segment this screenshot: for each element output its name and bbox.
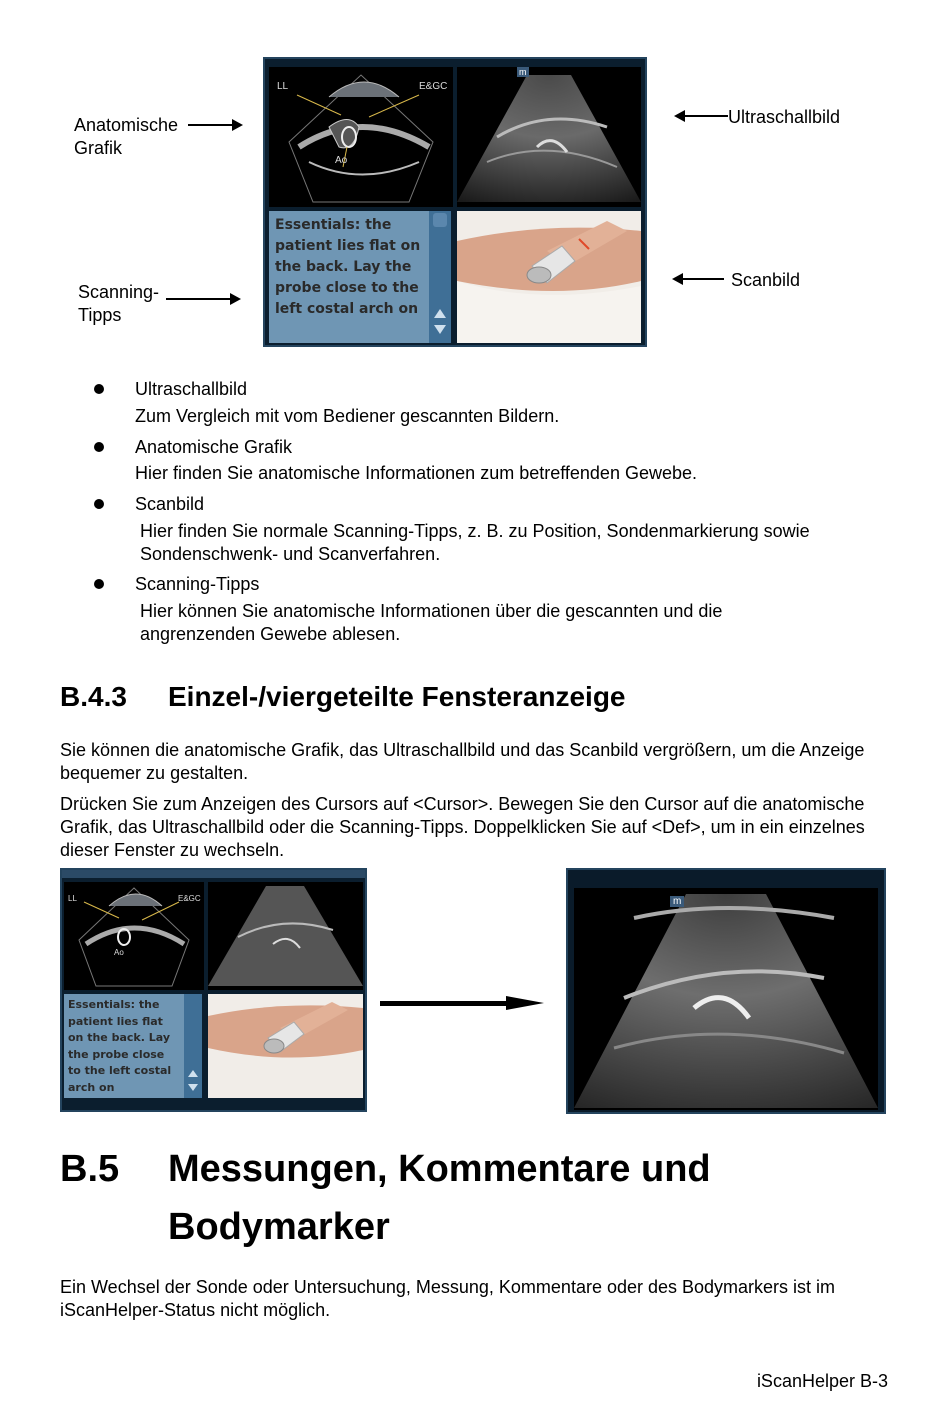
section-title-b43: Einzel-/viergeteilte Fensteranzeige: [168, 681, 626, 712]
tips-scrollbar[interactable]: [429, 211, 451, 343]
label-scan-image: [731, 269, 800, 292]
scroll-down-icon[interactable]: [188, 1084, 198, 1091]
tips-scrollbar[interactable]: [184, 994, 202, 1098]
single-window-view: [566, 868, 886, 1114]
ultrasound-marker: m: [670, 896, 684, 907]
bullet-title: Scanbild: [135, 494, 205, 514]
anatomy-tag-ao: Ao: [114, 948, 124, 957]
section-number-b43: B.4.3: [60, 681, 127, 712]
paragraph: Sie können die anatomische Grafik, das Ultraschallbild und das Scanbild vergrößern, um die Anzeige bequemer zu gestalten.: [60, 740, 865, 783]
bullet-dot-icon: [94, 442, 104, 452]
anatomy-tag-egc: E&GC: [419, 81, 448, 92]
label-scan-text: Scanbild: [731, 270, 801, 290]
paragraph: Drücken Sie zum Anzeigen des Cursors auf <Cursor>. Bewegen Sie den Cursor auf die anatomische Grafik, das Ultraschallbild oder die Scanning-Tipps. Doppelklicken Sie auf <Def>, um in ein einzelnes dieser Fenster zu wechseln.: [60, 794, 865, 860]
scan-photo: [457, 211, 641, 343]
bullet-title: Scanning-Tipps: [135, 574, 260, 594]
toolbar-strip: [62, 870, 367, 878]
label-ultrasound-text: Ultraschallbild: [728, 107, 841, 127]
bullet-title: Anatomische Grafik: [135, 437, 293, 457]
ultrasound-image-large: [574, 888, 878, 1110]
bullet-desc: Hier finden Sie anatomische Informationen zum betreffenden Gewebe.: [135, 463, 697, 483]
scrollbar-thumb[interactable]: [433, 213, 447, 227]
label-ultrasound-image: [728, 106, 840, 129]
page-footer: iScanHelper B-3: [756, 1371, 888, 1391]
ultrasound-fan: [457, 67, 641, 207]
bullet-dot-icon: [94, 384, 104, 394]
figure-quad-view-small: [60, 868, 367, 1112]
arrow-ultrasound-head-icon: [674, 110, 685, 122]
scroll-up-icon[interactable]: [188, 1070, 198, 1077]
bullet-title: Ultraschallbild: [135, 379, 248, 399]
ultrasound-fan: [208, 882, 363, 990]
paragraph: Ein Wechsel der Sonde oder Untersuchung, Messung, Kommentare oder des Bodymarkers ist im iScanHelper-Status nicht möglich.: [60, 1277, 836, 1320]
label-scanning-tips: [78, 281, 174, 327]
arrow-scan: [682, 278, 724, 280]
bullet-dot-icon: [94, 579, 104, 589]
label-anatomic-text: Anatomische Grafik: [74, 115, 179, 158]
ultrasound-image-panel: [208, 882, 363, 990]
anatomy-tag-ao: Ao: [335, 155, 348, 166]
anatomy-tag-ll: LL: [277, 81, 289, 92]
label-anatomic-graphic: [74, 114, 192, 160]
arrow-tips: [166, 298, 238, 300]
anatomy-tag-ll: LL: [68, 894, 77, 903]
scan-photo: [208, 994, 363, 1098]
ultrasound-marker: m: [519, 67, 527, 77]
anatomic-graphic-panel: [64, 882, 204, 990]
label-scanning-tips-text: Scanning- Tipps: [78, 282, 160, 325]
figure-quad-view: [263, 57, 647, 347]
bullet-desc: Hier können Sie anatomische Informationen über die gescannten und die angrenzenden Gewebe ablesen.: [140, 601, 723, 644]
scan-image-panel: [208, 994, 363, 1098]
scanning-tips-text: Essentials: the patient lies flat on the back. Lay the probe close to the left costal arch on: [68, 998, 172, 1094]
anatomic-graphic-panel: [269, 67, 453, 207]
section-title-b5-line1: Messungen, Kommentare und: [168, 1148, 711, 1190]
bullet-dot-icon: [94, 499, 104, 509]
arrow-scan-head-icon: [672, 273, 683, 285]
scroll-up-icon[interactable]: [434, 309, 446, 318]
ultrasound-fan: [574, 888, 878, 1110]
ultrasound-image-panel: [457, 67, 641, 207]
arrow-ultrasound: [684, 115, 728, 117]
section-number-b5: B.5: [60, 1148, 120, 1190]
section-title-b5-line2: Bodymarker: [168, 1206, 390, 1248]
scanning-tips-panel: [269, 211, 429, 343]
scanning-tips-panel: [64, 994, 184, 1098]
anatomy-tag-egc: E&GC: [178, 894, 201, 903]
bullet-desc: Zum Vergleich mit vom Bediener gescannten Bildern.: [135, 406, 560, 426]
transition-arrow: [380, 1001, 516, 1006]
scroll-down-icon[interactable]: [434, 325, 446, 334]
bullet-desc: Hier finden Sie normale Scanning-Tipps, z. B. zu Position, Sondenmarkierung sowie Sondenschwenk- und Scanverfahren.: [140, 521, 810, 564]
arrow-anatomic-head-icon: [232, 119, 243, 131]
arrow-tips-head-icon: [230, 293, 241, 305]
transition-arrow-head-icon: [506, 996, 544, 1010]
scan-image-panel: [457, 211, 641, 343]
scanning-tips-text: Essentials: the patient lies flat on the back. Lay the probe close to the left costal arch on: [275, 217, 421, 317]
